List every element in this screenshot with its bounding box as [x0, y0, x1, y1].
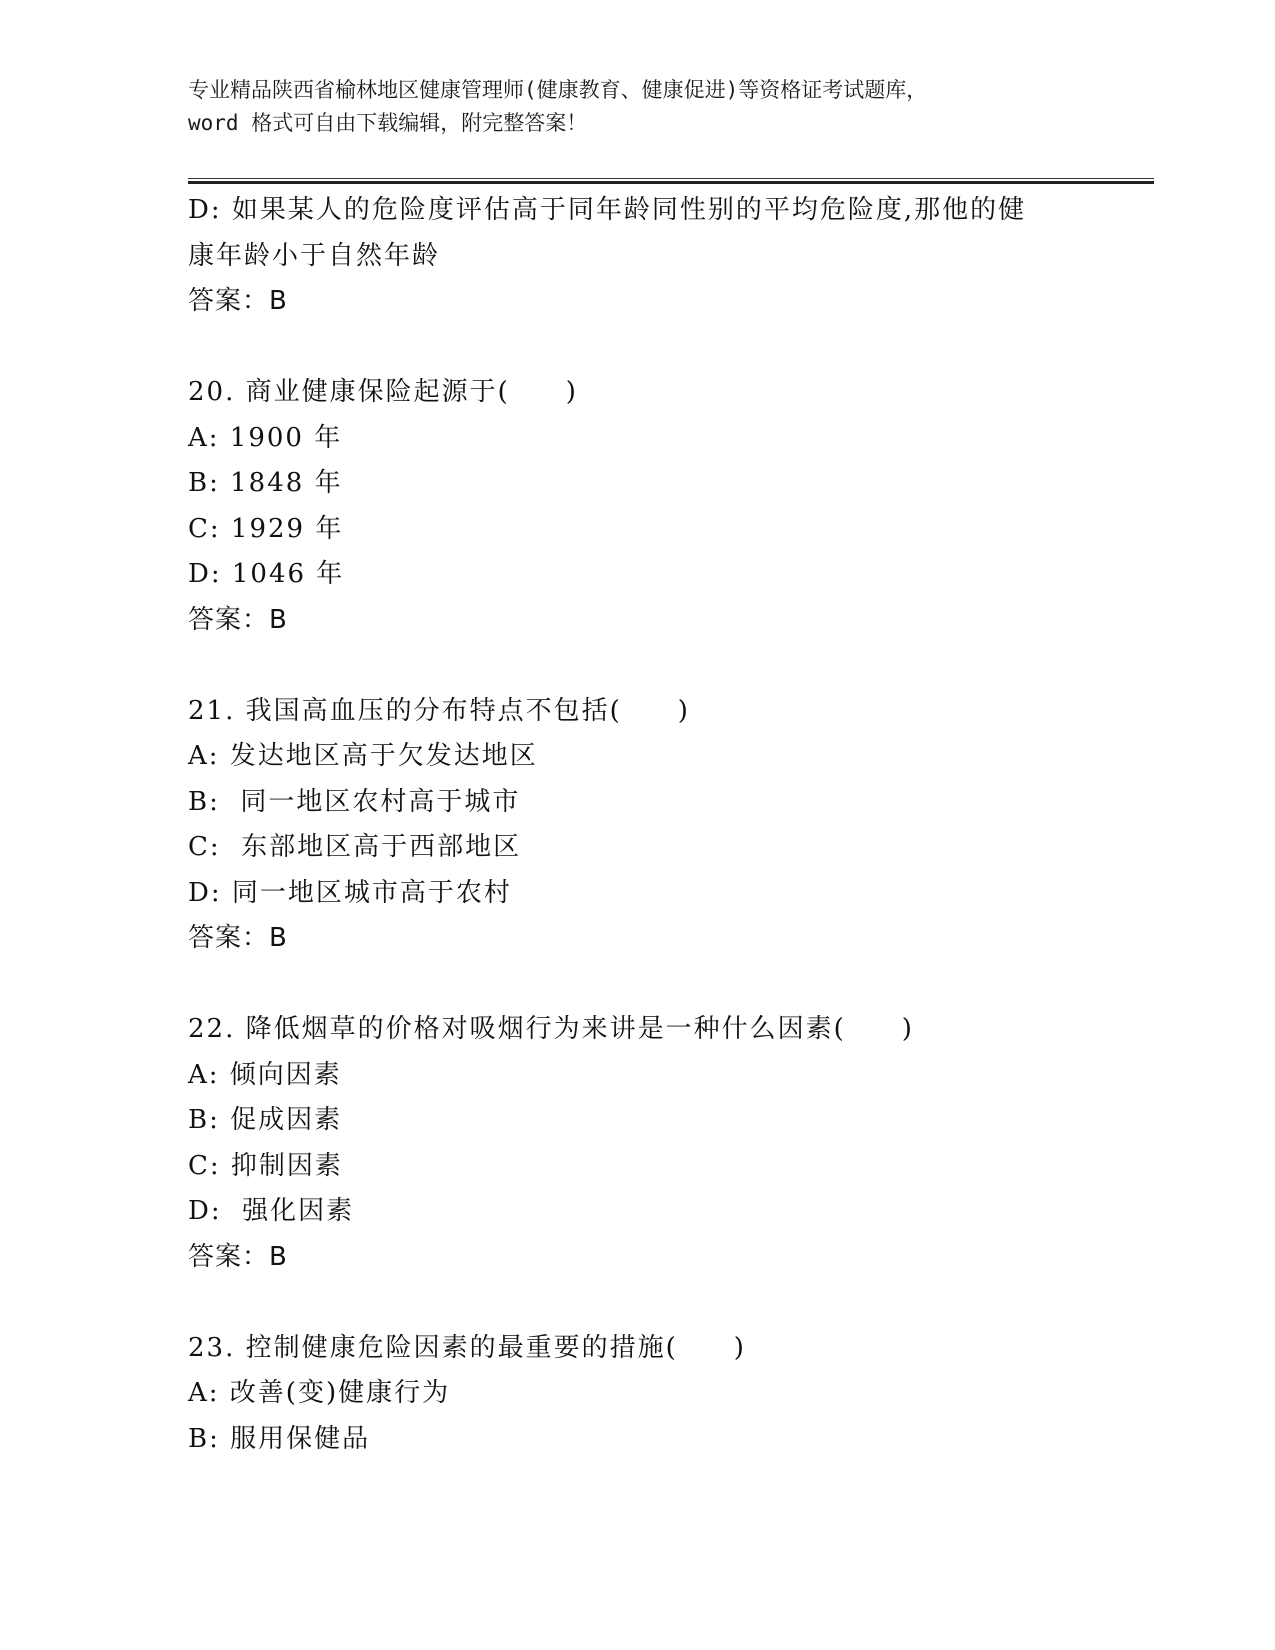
answer-line: 答案：B: [188, 604, 288, 635]
document-header: [188, 74, 1068, 140]
option-d: D: 1046 年: [188, 559, 345, 589]
spacer: [188, 962, 1068, 1008]
answer-line: 答案：B: [188, 1241, 288, 1272]
option-c: C: 1929 年: [188, 513, 344, 544]
option-b: B: 服用保健品: [188, 1423, 371, 1454]
question-22: [188, 1007, 1068, 1280]
option-b: B: 促成因素: [188, 1105, 343, 1135]
question-21: [188, 689, 1068, 962]
option-d: D: 同一地区城市高于农村: [188, 877, 512, 908]
option-c: C: 抑制因素: [188, 1150, 343, 1181]
option-a: A: 倾向因素: [188, 1059, 342, 1090]
option-a: A: 发达地区高于欠发达地区: [188, 741, 538, 771]
question-stem: 22. 降低烟草的价格对吸烟行为来讲是一种什么因素( ): [188, 1014, 914, 1044]
answer-line: 答案：B: [188, 286, 288, 316]
option-a: A: 改善(变)健康行为: [188, 1378, 451, 1408]
question-stem: 21. 我国高血压的分布特点不包括( ): [188, 695, 690, 726]
option-a: A: 1900 年: [188, 422, 343, 453]
option-d: D: 如果某人的危险度评估高于同年龄同性别的平均危险度,那他的健: [188, 195, 1027, 225]
spacer: [188, 325, 1068, 371]
question-list: [188, 188, 1068, 1462]
option-d: D: 强化因素: [188, 1196, 355, 1226]
header-title-line-2: word 格式可自由下载编辑，附完整答案！: [188, 111, 588, 135]
answer-line: 答案：B: [188, 923, 288, 953]
header-divider-thick: [188, 181, 1154, 184]
question-20: [188, 370, 1068, 643]
question-stem: 23. 控制健康危险因素的最重要的措施( ): [188, 1332, 746, 1363]
spacer: [188, 643, 1068, 689]
question-23: [188, 1326, 1068, 1463]
spacer: [188, 1280, 1068, 1326]
option-c: C: 东部地区高于西部地区: [188, 832, 522, 862]
header-divider-thin: [188, 178, 1154, 179]
question-19-carryover: [188, 188, 1068, 325]
option-b: B: 同一地区农村高于城市: [188, 786, 521, 817]
question-stem: 20. 商业健康保险起源于( ): [188, 377, 578, 407]
header-title-line-1: 专业精品陕西省榆林地区健康管理师(健康教育、健康促进)等资格证考试题库，: [188, 78, 928, 102]
option-b: B: 1848 年: [188, 468, 343, 498]
option-d-continued: 康年龄小于自然年龄: [188, 240, 441, 271]
